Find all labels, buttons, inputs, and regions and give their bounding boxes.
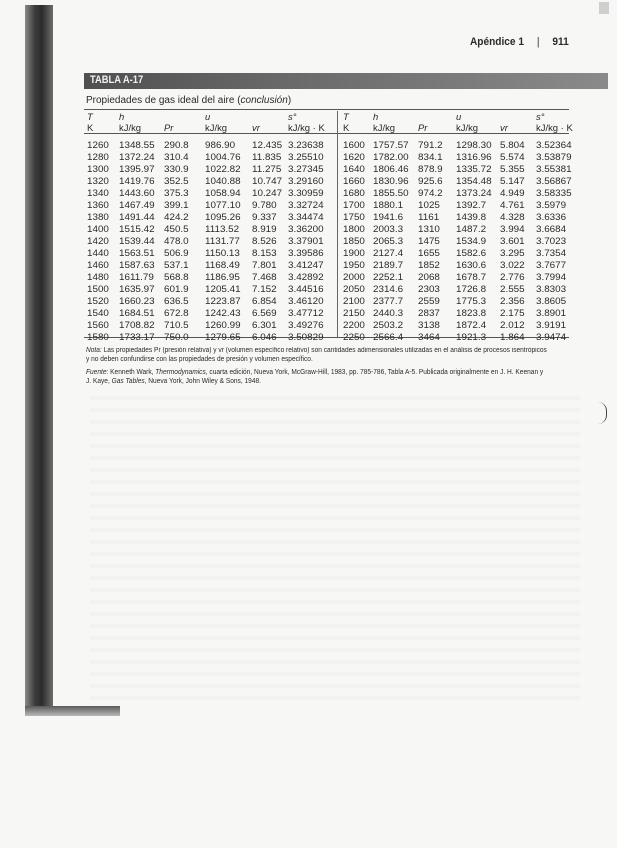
right-cell-temperature: 1660 <box>343 175 365 186</box>
right-cell-relative-pressure: 2303 <box>418 283 440 294</box>
right-cell-enthalpy: 2189.7 <box>373 259 404 270</box>
right-cell-relative-volume: 3.022 <box>500 259 525 270</box>
left-cell-relative-volume: 8.526 <box>252 235 277 246</box>
left-cell-enthalpy: 1395.97 <box>119 163 155 174</box>
right-cell-temperature: 2200 <box>343 319 365 330</box>
right-cell-internal-energy: 1872.4 <box>456 319 487 330</box>
left-cell-relative-volume: 7.801 <box>252 259 277 270</box>
right-cell-entropy: 3.8303 <box>536 283 567 294</box>
right-cell-relative-pressure: 1161 <box>418 211 440 222</box>
left-cell-temperature: 1580 <box>87 331 109 342</box>
source-middle: , cuarta edición, Nueva York, McGraw-Hill, 1983, pp. 785-786, Tabla A-5. Publicada originalmente en J. H. Keenan y J. Kaye, <box>86 369 544 385</box>
left-header-enthalpy-unit: kJ/kg <box>119 123 142 133</box>
left-header-entropy-symbol: s° <box>288 112 297 122</box>
table-bottom-rule <box>84 337 569 338</box>
left-cell-relative-pressure: 710.5 <box>164 319 189 330</box>
right-cell-relative-volume: 3.601 <box>500 235 525 246</box>
left-cell-relative-volume: 10.747 <box>252 175 283 186</box>
left-cell-relative-pressure: 310.4 <box>164 151 189 162</box>
left-cell-relative-volume: 8.919 <box>252 223 277 234</box>
right-cell-entropy: 3.6684 <box>536 223 567 234</box>
right-cell-internal-energy: 1373.24 <box>456 187 492 198</box>
right-cell-relative-volume: 4.761 <box>500 199 525 210</box>
left-cell-enthalpy: 1348.55 <box>119 139 155 150</box>
left-cell-relative-volume: 6.301 <box>252 319 277 330</box>
column-divider <box>337 111 338 337</box>
right-cell-temperature: 1850 <box>343 235 365 246</box>
left-cell-relative-volume: 10.247 <box>252 187 283 198</box>
left-cell-relative-volume: 11.275 <box>252 163 282 174</box>
right-header-temperature-unit: K <box>343 123 350 133</box>
bleed-through-text <box>90 388 580 708</box>
left-cell-temperature: 1500 <box>87 283 109 294</box>
left-cell-temperature: 1260 <box>87 139 109 150</box>
right-cell-enthalpy: 2440.3 <box>373 307 404 318</box>
right-cell-enthalpy: 2252.1 <box>373 271 404 282</box>
left-cell-internal-energy: 1058.94 <box>205 187 241 198</box>
left-cell-temperature: 1380 <box>87 211 109 222</box>
right-cell-relative-volume: 5.804 <box>500 139 525 150</box>
right-header-temperature-symbol: T <box>343 112 349 122</box>
left-cell-internal-energy: 1040.88 <box>205 175 241 186</box>
table-subtitle: Propiedades de gas ideal del aire (conclusión) <box>86 95 292 106</box>
right-cell-relative-pressure: 1655 <box>418 247 440 258</box>
right-cell-temperature: 1700 <box>343 199 365 210</box>
left-header-temperature-symbol: T <box>87 112 93 122</box>
right-cell-relative-volume: 5.574 <box>500 151 525 162</box>
left-cell-relative-volume: 7.152 <box>252 283 277 294</box>
right-cell-entropy: 3.56867 <box>536 175 572 186</box>
left-cell-entropy: 3.30959 <box>288 187 324 198</box>
right-cell-enthalpy: 2377.7 <box>373 295 404 306</box>
right-cell-entropy: 3.52364 <box>536 139 572 150</box>
source-paragraph <box>86 368 548 386</box>
left-cell-internal-energy: 1095.26 <box>205 211 241 222</box>
source-title-1: Thermodynamics <box>155 369 206 376</box>
left-cell-enthalpy: 1684.51 <box>119 307 155 318</box>
right-cell-enthalpy: 2314.6 <box>373 283 404 294</box>
right-cell-internal-energy: 1630.6 <box>456 259 487 270</box>
left-cell-internal-energy: 1279.65 <box>205 331 241 342</box>
left-cell-entropy: 3.32724 <box>288 199 324 210</box>
left-cell-relative-pressure: 450.5 <box>164 223 189 234</box>
right-cell-internal-energy: 1775.3 <box>456 295 487 306</box>
left-cell-internal-energy: 986.90 <box>205 139 236 150</box>
right-cell-internal-energy: 1335.72 <box>456 163 492 174</box>
left-cell-relative-pressure: 352.5 <box>164 175 189 186</box>
right-header-enthalpy-unit: kJ/kg <box>373 123 396 133</box>
left-cell-relative-pressure: 506.9 <box>164 247 189 258</box>
left-cell-temperature: 1540 <box>87 307 109 318</box>
header-bottom-rule <box>84 133 569 134</box>
right-header-relative-pressure-unit: Pr <box>418 123 428 133</box>
left-cell-enthalpy: 1611.79 <box>119 271 154 282</box>
left-cell-enthalpy: 1491.44 <box>119 211 155 222</box>
left-cell-relative-volume: 6.569 <box>252 307 277 318</box>
left-cell-temperature: 1480 <box>87 271 109 282</box>
right-cell-relative-pressure: 925.6 <box>418 175 443 186</box>
right-cell-temperature: 2000 <box>343 271 365 282</box>
right-cell-relative-pressure: 1025 <box>418 199 440 210</box>
right-header-internal-energy-unit: kJ/kg <box>456 123 479 133</box>
right-cell-entropy: 3.6336 <box>536 211 567 222</box>
left-cell-entropy: 3.25510 <box>288 151 324 162</box>
left-cell-internal-energy: 1113.52 <box>205 223 240 234</box>
left-cell-relative-pressure: 424.2 <box>164 211 189 222</box>
left-cell-relative-pressure: 568.8 <box>164 271 189 282</box>
left-cell-internal-energy: 1260.99 <box>205 319 241 330</box>
page-corner-mark <box>599 2 609 14</box>
note-label: Nota: <box>86 347 102 354</box>
margin-pencil-mark <box>598 402 607 424</box>
right-cell-entropy: 3.58335 <box>536 187 572 198</box>
right-cell-internal-energy: 1392.7 <box>456 199 487 210</box>
right-cell-relative-pressure: 791.2 <box>418 139 443 150</box>
left-cell-temperature: 1360 <box>87 199 109 210</box>
left-cell-temperature: 1280 <box>87 151 109 162</box>
right-cell-internal-energy: 1582.6 <box>456 247 487 258</box>
left-cell-enthalpy: 1733.17 <box>119 331 155 342</box>
left-header-enthalpy-symbol: h <box>119 112 125 122</box>
left-header-internal-energy-unit: kJ/kg <box>205 123 228 133</box>
right-cell-relative-pressure: 878.9 <box>418 163 443 174</box>
right-cell-enthalpy: 1806.46 <box>373 163 409 174</box>
right-cell-relative-pressure: 1852 <box>418 259 440 270</box>
right-cell-temperature: 1800 <box>343 223 365 234</box>
left-cell-entropy: 3.46120 <box>288 295 324 306</box>
right-cell-entropy: 3.8605 <box>536 295 567 306</box>
right-cell-internal-energy: 1298.30 <box>456 139 492 150</box>
right-cell-internal-energy: 1439.8 <box>456 211 487 222</box>
source-title-2: Gas Tables <box>111 378 145 385</box>
right-cell-relative-pressure: 2559 <box>418 295 440 306</box>
right-cell-temperature: 2050 <box>343 283 365 294</box>
left-cell-relative-pressure: 750.0 <box>164 331 189 342</box>
right-cell-internal-energy: 1534.9 <box>456 235 487 246</box>
right-cell-entropy: 3.9191 <box>536 319 567 330</box>
right-cell-relative-pressure: 3464 <box>418 331 440 342</box>
left-cell-enthalpy: 1660.23 <box>119 295 155 306</box>
right-cell-relative-pressure: 2068 <box>418 271 440 282</box>
right-cell-enthalpy: 1880.1 <box>373 199 404 210</box>
right-cell-entropy: 3.7023 <box>536 235 567 246</box>
right-cell-entropy: 3.7994 <box>536 271 567 282</box>
left-cell-temperature: 1560 <box>87 319 109 330</box>
book-spine-shadow <box>25 5 53 716</box>
table-top-rule <box>84 109 569 110</box>
right-cell-internal-energy: 1678.7 <box>456 271 487 282</box>
left-cell-temperature: 1340 <box>87 187 109 198</box>
table-notes <box>86 346 548 390</box>
left-header-internal-energy-symbol: u <box>205 112 211 122</box>
table-label: TABLA A-17 <box>90 74 144 86</box>
right-cell-relative-volume: 2.175 <box>500 307 525 318</box>
left-cell-entropy: 3.39586 <box>288 247 324 258</box>
right-cell-enthalpy: 1830.96 <box>373 175 409 186</box>
right-cell-temperature: 2250 <box>343 331 365 342</box>
right-cell-temperature: 1900 <box>343 247 365 258</box>
left-cell-internal-energy: 1131.77 <box>205 235 240 246</box>
right-cell-relative-volume: 2.356 <box>500 295 525 306</box>
right-cell-temperature: 1680 <box>343 187 365 198</box>
left-cell-enthalpy: 1635.97 <box>119 283 155 294</box>
left-cell-enthalpy: 1372.24 <box>119 151 155 162</box>
left-cell-entropy: 3.42892 <box>288 271 324 282</box>
right-cell-relative-volume: 5.147 <box>500 175 525 186</box>
right-cell-relative-volume: 2.012 <box>500 319 525 330</box>
right-cell-entropy: 3.9474 <box>536 331 567 342</box>
left-cell-temperature: 1400 <box>87 223 109 234</box>
left-cell-enthalpy: 1539.44 <box>119 235 155 246</box>
left-cell-entropy: 3.34474 <box>288 211 324 222</box>
source-before: Kenneth Wark, <box>110 369 156 376</box>
right-cell-relative-pressure: 1310 <box>418 223 440 234</box>
left-cell-enthalpy: 1467.49 <box>119 199 155 210</box>
right-cell-internal-energy: 1921.3 <box>456 331 487 342</box>
page-header <box>470 36 569 48</box>
left-cell-relative-volume: 7.468 <box>252 271 277 282</box>
left-cell-relative-pressure: 330.9 <box>164 163 189 174</box>
right-cell-temperature: 1640 <box>343 163 365 174</box>
left-cell-relative-volume: 6.046 <box>252 331 277 342</box>
left-cell-relative-volume: 8.153 <box>252 247 277 258</box>
left-cell-relative-pressure: 672.8 <box>164 307 189 318</box>
note-paragraph <box>86 346 548 364</box>
left-cell-internal-energy: 1077.10 <box>205 199 241 210</box>
left-cell-enthalpy: 1419.76 <box>119 175 155 186</box>
right-cell-relative-volume: 4.949 <box>500 187 525 198</box>
left-header-relative-pressure-unit: Pr <box>164 123 174 133</box>
right-cell-entropy: 3.8901 <box>536 307 567 318</box>
left-cell-relative-volume: 9.337 <box>252 211 277 222</box>
left-cell-temperature: 1440 <box>87 247 109 258</box>
left-cell-enthalpy: 1515.42 <box>119 223 155 234</box>
right-header-entropy-symbol: s° <box>536 112 545 122</box>
right-cell-enthalpy: 2127.4 <box>373 247 404 258</box>
left-cell-entropy: 3.27345 <box>288 163 324 174</box>
left-cell-entropy: 3.23638 <box>288 139 324 150</box>
left-cell-internal-energy: 1168.49 <box>205 259 240 270</box>
right-cell-enthalpy: 2003.3 <box>373 223 404 234</box>
left-cell-temperature: 1420 <box>87 235 109 246</box>
right-cell-relative-volume: 4.328 <box>500 211 525 222</box>
left-cell-temperature: 1300 <box>87 163 109 174</box>
left-cell-enthalpy: 1708.82 <box>119 319 155 330</box>
right-cell-entropy: 3.7677 <box>536 259 567 270</box>
right-cell-temperature: 2150 <box>343 307 365 318</box>
right-cell-temperature: 1750 <box>343 211 365 222</box>
right-cell-temperature: 1620 <box>343 151 365 162</box>
right-header-relative-volume-unit: vr <box>500 123 508 133</box>
left-cell-entropy: 3.37901 <box>288 235 324 246</box>
left-cell-relative-pressure: 636.5 <box>164 295 189 306</box>
right-cell-relative-volume: 2.555 <box>500 283 525 294</box>
header-separator: | <box>536 36 540 48</box>
right-cell-entropy: 3.5979 <box>536 199 567 210</box>
left-cell-enthalpy: 1587.63 <box>119 259 155 270</box>
left-cell-relative-pressure: 537.1 <box>164 259 189 270</box>
left-cell-entropy: 3.36200 <box>288 223 324 234</box>
left-cell-entropy: 3.47712 <box>288 307 324 318</box>
right-cell-internal-energy: 1487.2 <box>456 223 487 234</box>
right-header-enthalpy-symbol: h <box>373 112 379 122</box>
source-label: Fuente: <box>86 369 109 376</box>
right-cell-temperature: 1600 <box>343 139 365 150</box>
page-number: 911 <box>552 36 569 48</box>
left-cell-relative-volume: 6.854 <box>252 295 277 306</box>
right-cell-enthalpy: 2566.4 <box>373 331 404 342</box>
subtitle-italic: conclusión <box>240 95 288 106</box>
right-cell-entropy: 3.55381 <box>536 163 572 174</box>
right-cell-entropy: 3.53879 <box>536 151 572 162</box>
right-cell-relative-pressure: 974.2 <box>418 187 443 198</box>
right-cell-enthalpy: 1941.6 <box>373 211 404 222</box>
right-cell-entropy: 3.7354 <box>536 247 567 258</box>
header-title: Apéndice 1 <box>470 36 524 48</box>
right-cell-enthalpy: 2065.3 <box>373 235 404 246</box>
left-cell-temperature: 1320 <box>87 175 109 186</box>
right-cell-relative-volume: 3.994 <box>500 223 525 234</box>
left-cell-internal-energy: 1205.41 <box>205 283 241 294</box>
source-after: , Nueva York, John Wiley & Sons, 1948. <box>144 378 261 385</box>
left-cell-internal-energy: 1150.13 <box>205 247 240 258</box>
right-cell-internal-energy: 1823.8 <box>456 307 487 318</box>
left-cell-relative-pressure: 375.3 <box>164 187 189 198</box>
right-cell-temperature: 1950 <box>343 259 365 270</box>
note-text: Las propiedades Pr (presión relativa) y vr (volumen específico relativo) son cantidades adimensionales utilizadas en el análisis de procesos isentrópicos y no deben confundirse con las propiedades de presión y volumen específico. <box>86 347 547 363</box>
subtitle-main: Propiedades de gas ideal del aire <box>86 95 235 106</box>
right-cell-relative-pressure: 2837 <box>418 307 440 318</box>
table-banner <box>84 73 608 89</box>
right-cell-relative-volume: 5.355 <box>500 163 525 174</box>
left-cell-internal-energy: 1022.82 <box>205 163 241 174</box>
left-cell-relative-pressure: 601.9 <box>164 283 189 294</box>
left-cell-temperature: 1520 <box>87 295 109 306</box>
left-header-relative-volume-unit: vr <box>252 123 260 133</box>
left-cell-entropy: 3.29160 <box>288 175 324 186</box>
left-cell-entropy: 3.50829 <box>288 331 324 342</box>
left-cell-entropy: 3.49276 <box>288 319 324 330</box>
right-cell-internal-energy: 1316.96 <box>456 151 492 162</box>
left-cell-internal-energy: 1004.76 <box>205 151 241 162</box>
right-cell-internal-energy: 1726.8 <box>456 283 487 294</box>
left-cell-temperature: 1460 <box>87 259 109 270</box>
left-cell-relative-volume: 9.780 <box>252 199 277 210</box>
right-cell-internal-energy: 1354.48 <box>456 175 492 186</box>
right-header-entropy-unit: kJ/kg · K <box>536 123 573 133</box>
right-cell-enthalpy: 1855.50 <box>373 187 409 198</box>
left-cell-internal-energy: 1242.43 <box>205 307 241 318</box>
right-cell-temperature: 2100 <box>343 295 365 306</box>
left-header-temperature-unit: K <box>87 123 94 133</box>
right-cell-enthalpy: 1757.57 <box>373 139 409 150</box>
left-cell-entropy: 3.44516 <box>288 283 324 294</box>
left-cell-relative-volume: 12.435 <box>252 139 283 150</box>
right-cell-relative-volume: 1.864 <box>500 331 525 342</box>
left-cell-relative-volume: 11.835 <box>252 151 282 162</box>
right-cell-relative-volume: 2.776 <box>500 271 525 282</box>
left-cell-relative-pressure: 478.0 <box>164 235 189 246</box>
left-cell-internal-energy: 1186.95 <box>205 271 240 282</box>
right-cell-enthalpy: 1782.00 <box>373 151 409 162</box>
right-cell-enthalpy: 2503.2 <box>373 319 404 330</box>
left-cell-relative-pressure: 290.8 <box>164 139 189 150</box>
left-header-entropy-unit: kJ/kg · K <box>288 123 325 133</box>
left-cell-relative-pressure: 399.1 <box>164 199 189 210</box>
left-cell-internal-energy: 1223.87 <box>205 295 241 306</box>
right-cell-relative-pressure: 834.1 <box>418 151 443 162</box>
right-cell-relative-pressure: 3138 <box>418 319 440 330</box>
right-cell-relative-pressure: 1475 <box>418 235 440 246</box>
left-cell-enthalpy: 1563.51 <box>119 247 155 258</box>
right-cell-relative-volume: 3.295 <box>500 247 525 258</box>
left-cell-enthalpy: 1443.60 <box>119 187 155 198</box>
right-header-internal-energy-symbol: u <box>456 112 462 122</box>
left-cell-entropy: 3.41247 <box>288 259 324 270</box>
